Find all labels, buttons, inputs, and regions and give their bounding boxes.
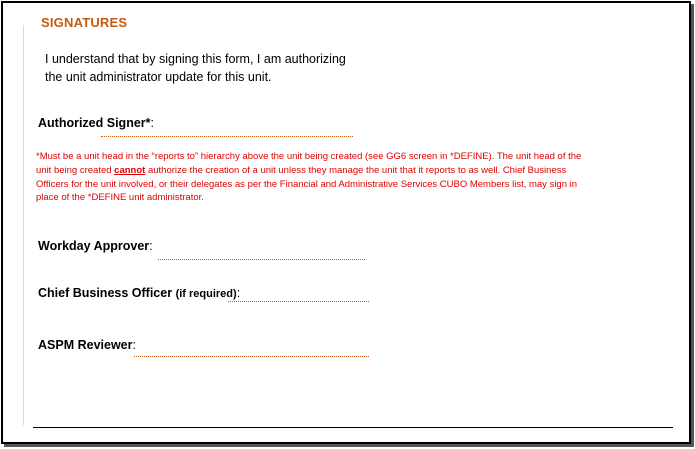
workday-approver-colon: : <box>149 239 153 253</box>
chief-business-officer-qualifier: (if required) <box>175 288 237 300</box>
authorized-signer-signature-line[interactable] <box>101 136 353 137</box>
section-title: SIGNATURES <box>41 15 128 30</box>
authorized-signer-label-text: Authorized Signer* <box>38 116 151 130</box>
note-text-part-1: *Must be a unit head in the “reports to” hierarchy above the unit being created (see GG6 screen in *DEFINE). The unit head of the unit being created <box>36 151 582 176</box>
aspm-reviewer-signature-line[interactable] <box>134 356 369 357</box>
aspm-reviewer-colon: : <box>132 338 136 352</box>
note-text-part-2: authorize the creation of a unit unless they manage the unit that it reports to as well. Chief Business Officers for the unit involved, or their delegates as per the Financial and Administrative Services CUBO Members list, may sign in place of the *DEFINE unit administrator. <box>36 164 578 204</box>
bottom-rule <box>33 427 673 428</box>
chief-business-officer-label <box>38 286 240 300</box>
signatures-panel <box>1 1 691 444</box>
signer-requirement-note <box>36 150 596 205</box>
authorized-signer-colon: : <box>150 116 154 130</box>
left-margin-rule <box>23 25 24 425</box>
authorized-signer-label <box>38 116 154 130</box>
note-emphasis: cannot <box>114 164 146 176</box>
intro-line-1: I understand that by signing this form, I am authorizing <box>45 52 346 66</box>
workday-approver-label <box>38 239 153 253</box>
chief-business-officer-label-text: Chief Business Officer <box>38 286 173 300</box>
authorization-statement <box>45 50 385 86</box>
chief-business-officer-colon: : <box>236 286 241 300</box>
workday-approver-label-text: Workday Approver <box>38 239 150 253</box>
aspm-reviewer-label <box>38 338 136 352</box>
aspm-reviewer-label-text: ASPM Reviewer <box>38 338 133 352</box>
workday-approver-signature-line[interactable] <box>158 259 365 260</box>
intro-line-2: the unit administrator update for this unit. <box>45 70 272 84</box>
chief-business-officer-signature-line[interactable] <box>228 301 369 302</box>
